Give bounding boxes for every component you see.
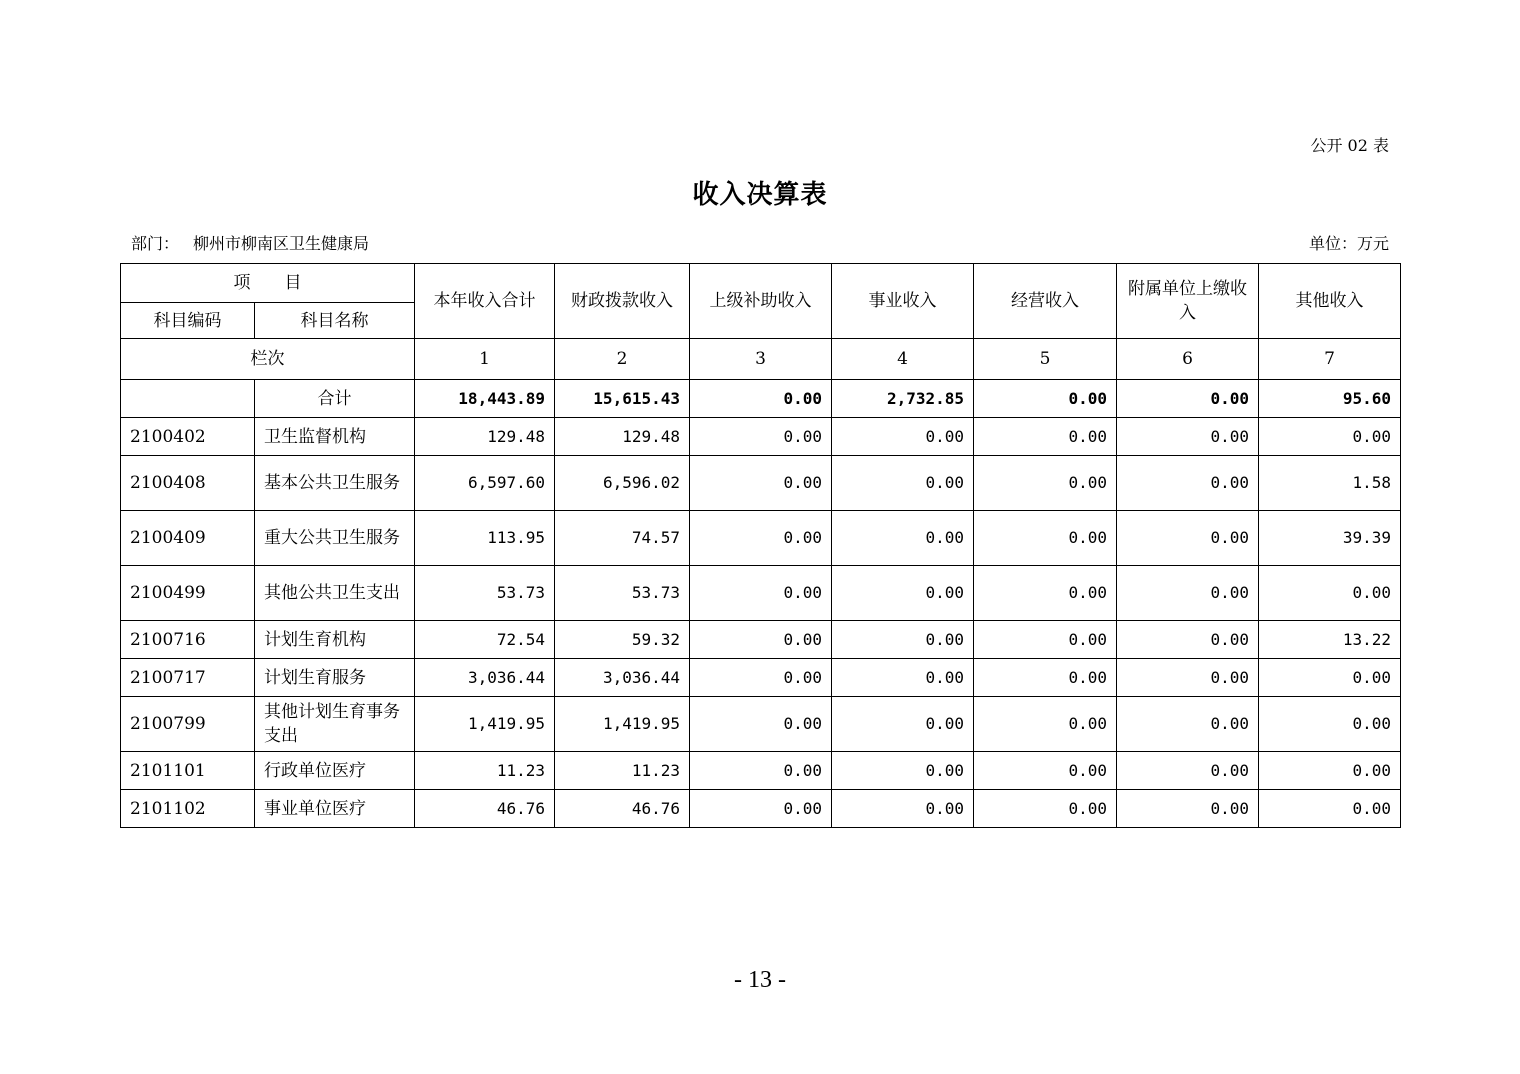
table-row bbox=[121, 790, 1401, 828]
total-value: 18,443.89 bbox=[415, 380, 555, 418]
header-item: 项 目 bbox=[121, 264, 415, 303]
table-row bbox=[121, 621, 1401, 659]
row-value: 0.00 bbox=[690, 511, 832, 566]
row-value: 6,597.60 bbox=[415, 456, 555, 511]
row-value: 0.00 bbox=[832, 790, 974, 828]
row-value: 0.00 bbox=[1117, 511, 1259, 566]
row-value: 0.00 bbox=[1259, 790, 1401, 828]
row-value: 0.00 bbox=[1259, 697, 1401, 752]
total-value: 95.60 bbox=[1259, 380, 1401, 418]
table-row bbox=[121, 752, 1401, 790]
row-value: 0.00 bbox=[1117, 752, 1259, 790]
row-value: 0.00 bbox=[1117, 621, 1259, 659]
page-title: 收入决算表 bbox=[692, 180, 828, 210]
row-value: 74.57 bbox=[555, 511, 690, 566]
total-value: 2,732.85 bbox=[832, 380, 974, 418]
row-value: 13.22 bbox=[1259, 621, 1401, 659]
row-name: 计划生育服务 bbox=[255, 659, 415, 697]
row-value: 0.00 bbox=[690, 752, 832, 790]
row-value: 0.00 bbox=[832, 418, 974, 456]
row-value: 0.00 bbox=[832, 511, 974, 566]
row-value: 0.00 bbox=[1117, 566, 1259, 621]
header-col3: 上级补助收入 bbox=[690, 264, 832, 339]
row-value: 6,596.02 bbox=[555, 456, 690, 511]
row-value: 0.00 bbox=[832, 566, 974, 621]
row-value: 0.00 bbox=[1259, 752, 1401, 790]
unit-label: 单位：万元 bbox=[1308, 234, 1389, 253]
row-code: 2100717 bbox=[121, 659, 255, 697]
header-name: 科目名称 bbox=[255, 303, 415, 339]
row-value: 53.73 bbox=[415, 566, 555, 621]
row-name: 计划生育机构 bbox=[255, 621, 415, 659]
row-value: 0.00 bbox=[1117, 790, 1259, 828]
index-cell: 3 bbox=[690, 339, 832, 380]
row-value: 53.73 bbox=[555, 566, 690, 621]
index-cell: 7 bbox=[1259, 339, 1401, 380]
row-value: 129.48 bbox=[555, 418, 690, 456]
table-row bbox=[121, 418, 1401, 456]
row-name: 其他公共卫生支出 bbox=[255, 566, 415, 621]
index-label: 栏次 bbox=[121, 339, 415, 380]
row-value: 0.00 bbox=[974, 418, 1117, 456]
row-value: 46.76 bbox=[555, 790, 690, 828]
row-value: 3,036.44 bbox=[555, 659, 690, 697]
row-value: 1,419.95 bbox=[555, 697, 690, 752]
row-value: 0.00 bbox=[832, 659, 974, 697]
table-row bbox=[121, 659, 1401, 697]
table-row bbox=[121, 697, 1401, 752]
row-value: 0.00 bbox=[974, 566, 1117, 621]
header-col5: 经营收入 bbox=[974, 264, 1117, 339]
row-value: 0.00 bbox=[974, 697, 1117, 752]
row-value: 11.23 bbox=[415, 752, 555, 790]
row-value: 72.54 bbox=[415, 621, 555, 659]
header-col6: 附属单位上缴收入 bbox=[1117, 264, 1259, 339]
row-value: 0.00 bbox=[974, 790, 1117, 828]
table-row bbox=[121, 566, 1401, 621]
row-name: 基本公共卫生服务 bbox=[255, 456, 415, 511]
row-value: 0.00 bbox=[1117, 418, 1259, 456]
row-value: 0.00 bbox=[974, 511, 1117, 566]
total-value: 15,615.43 bbox=[555, 380, 690, 418]
total-value: 0.00 bbox=[690, 380, 832, 418]
row-value: 0.00 bbox=[974, 456, 1117, 511]
row-code: 2101102 bbox=[121, 790, 255, 828]
row-value: 0.00 bbox=[1117, 697, 1259, 752]
row-value: 0.00 bbox=[832, 621, 974, 659]
row-code: 2100409 bbox=[121, 511, 255, 566]
header-col2: 财政拨款收入 bbox=[555, 264, 690, 339]
income-statement-table bbox=[120, 263, 1401, 828]
row-code: 2100799 bbox=[121, 697, 255, 752]
row-value: 0.00 bbox=[832, 752, 974, 790]
header-row-1 bbox=[121, 264, 1401, 303]
row-value: 0.00 bbox=[974, 752, 1117, 790]
index-row bbox=[121, 339, 1401, 380]
header-code: 科目编码 bbox=[121, 303, 255, 339]
row-value: 0.00 bbox=[974, 659, 1117, 697]
header-col7: 其他收入 bbox=[1259, 264, 1401, 339]
row-value: 0.00 bbox=[1259, 566, 1401, 621]
row-value: 39.39 bbox=[1259, 511, 1401, 566]
row-value: 0.00 bbox=[690, 621, 832, 659]
total-value: 0.00 bbox=[1117, 380, 1259, 418]
department-value: 柳州市柳南区卫生健康局 bbox=[193, 234, 370, 253]
index-cell: 4 bbox=[832, 339, 974, 380]
row-value: 0.00 bbox=[832, 456, 974, 511]
row-value: 0.00 bbox=[690, 697, 832, 752]
row-value: 0.00 bbox=[690, 659, 832, 697]
index-cell: 2 bbox=[555, 339, 690, 380]
row-value: 46.76 bbox=[415, 790, 555, 828]
row-value: 0.00 bbox=[1259, 659, 1401, 697]
row-value: 0.00 bbox=[690, 456, 832, 511]
table-row bbox=[121, 456, 1401, 511]
row-value: 11.23 bbox=[555, 752, 690, 790]
row-value: 1,419.95 bbox=[415, 697, 555, 752]
total-name: 合计 bbox=[255, 380, 415, 418]
row-code: 2100499 bbox=[121, 566, 255, 621]
header-col1: 本年收入合计 bbox=[415, 264, 555, 339]
row-name: 卫生监督机构 bbox=[255, 418, 415, 456]
row-value: 0.00 bbox=[832, 697, 974, 752]
row-code: 2100408 bbox=[121, 456, 255, 511]
row-name: 重大公共卫生服务 bbox=[255, 511, 415, 566]
row-value: 3,036.44 bbox=[415, 659, 555, 697]
total-value: 0.00 bbox=[974, 380, 1117, 418]
row-value: 0.00 bbox=[690, 418, 832, 456]
index-cell: 6 bbox=[1117, 339, 1259, 380]
index-cell: 5 bbox=[974, 339, 1117, 380]
row-code: 2100716 bbox=[121, 621, 255, 659]
total-row bbox=[121, 380, 1401, 418]
table-row bbox=[121, 511, 1401, 566]
row-value: 0.00 bbox=[690, 566, 832, 621]
form-number: 公开 02 表 bbox=[1310, 136, 1389, 155]
row-value: 0.00 bbox=[974, 621, 1117, 659]
row-name: 行政单位医疗 bbox=[255, 752, 415, 790]
row-value: 0.00 bbox=[1117, 456, 1259, 511]
row-value: 0.00 bbox=[1117, 659, 1259, 697]
index-cell: 1 bbox=[415, 339, 555, 380]
department-line bbox=[131, 231, 369, 254]
row-value: 129.48 bbox=[415, 418, 555, 456]
row-value: 0.00 bbox=[690, 790, 832, 828]
page-number: - 13 - bbox=[734, 967, 786, 993]
row-name: 事业单位医疗 bbox=[255, 790, 415, 828]
total-code bbox=[121, 380, 255, 418]
header-col4: 事业收入 bbox=[832, 264, 974, 339]
department-label: 部门： bbox=[131, 234, 180, 253]
row-code: 2101101 bbox=[121, 752, 255, 790]
row-name: 其他计划生育事务支出 bbox=[255, 697, 415, 752]
row-value: 0.00 bbox=[1259, 418, 1401, 456]
row-value: 59.32 bbox=[555, 621, 690, 659]
row-value: 113.95 bbox=[415, 511, 555, 566]
row-value: 1.58 bbox=[1259, 456, 1401, 511]
row-code: 2100402 bbox=[121, 418, 255, 456]
